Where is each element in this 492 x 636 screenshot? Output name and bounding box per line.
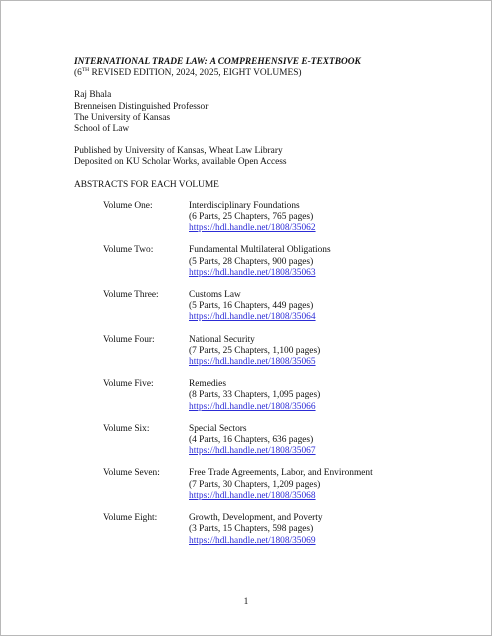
deposited-note: Deposited on KU Scholar Works, available Open Access — [74, 157, 287, 168]
volume-details: (8 Parts, 33 Chapters, 1,095 pages) — [189, 390, 321, 401]
volume-link[interactable]: https://hdl.handle.net/1808/35068 — [189, 490, 316, 501]
volume-info — [189, 201, 454, 235]
volume-link[interactable]: https://hdl.handle.net/1808/35066 — [189, 401, 316, 412]
volume-entry — [103, 379, 454, 413]
spacer — [74, 79, 454, 90]
spacer — [74, 135, 454, 146]
volume-entry — [103, 335, 454, 369]
volume-info — [189, 513, 454, 547]
volume-title: Fundamental Multilateral Obligations — [189, 245, 331, 256]
volume-title: Customs Law — [189, 290, 241, 301]
volume-entry — [103, 245, 454, 279]
volume-info — [189, 335, 454, 369]
volume-link[interactable]: https://hdl.handle.net/1808/35062 — [189, 223, 316, 234]
volume-title: Free Trade Agreements, Labor, and Environment — [189, 468, 373, 479]
volume-details: (5 Parts, 16 Chapters, 449 pages) — [189, 301, 314, 312]
volume-link[interactable]: https://hdl.handle.net/1808/35064 — [189, 312, 316, 323]
author-position: Brenneisen Distinguished Professor — [74, 101, 209, 112]
spacer — [74, 169, 454, 180]
volume-entry — [103, 424, 454, 458]
volume-label: Volume Seven: — [103, 468, 160, 479]
volume-label: Volume Two: — [103, 245, 154, 256]
volume-info — [189, 379, 454, 413]
volume-entry — [103, 290, 454, 324]
volume-details: (7 Parts, 30 Chapters, 1,209 pages) — [189, 479, 321, 490]
volume-link[interactable]: https://hdl.handle.net/1808/35063 — [189, 267, 316, 278]
volume-label: Volume Five: — [103, 379, 154, 390]
volume-link[interactable]: https://hdl.handle.net/1808/35067 — [189, 446, 316, 457]
volume-label: Volume Six: — [103, 423, 150, 434]
volume-link[interactable]: https://hdl.handle.net/1808/35069 — [189, 535, 316, 546]
author-name: Raj Bhala — [74, 90, 112, 101]
volume-label: Volume Four: — [103, 334, 155, 345]
volume-details: (7 Parts, 25 Chapters, 1,100 pages) — [189, 345, 321, 356]
volume-details: (3 Parts, 15 Chapters, 598 pages) — [189, 524, 314, 535]
volume-info — [189, 424, 454, 458]
edition-rest: REVISED EDITION, 2024, 2025, EIGHT VOLUMES) — [89, 68, 302, 79]
volume-title: Growth, Development, and Poverty — [189, 513, 323, 524]
volume-details: (4 Parts, 16 Chapters, 636 pages) — [189, 435, 314, 446]
volume-info — [189, 290, 454, 324]
volume-label: Volume Eight: — [103, 513, 158, 524]
author-university: The University of Kansas — [74, 112, 171, 123]
volume-entry — [103, 201, 454, 235]
volume-entry — [103, 513, 454, 547]
edition-superscript: TH — [81, 67, 90, 74]
spacer — [74, 191, 454, 201]
volume-details: (6 Parts, 25 Chapters, 765 pages) — [189, 212, 314, 223]
volume-info — [189, 468, 454, 502]
volume-label: Volume Three: — [103, 290, 159, 301]
page-number: 1 — [243, 597, 249, 607]
volume-title: Remedies — [189, 379, 226, 390]
volume-label: Volume One: — [103, 200, 153, 211]
volume-info — [189, 245, 454, 279]
document-body — [74, 57, 454, 558]
section-heading: ABSTRACTS FOR EACH VOLUME — [74, 179, 219, 190]
volume-title: Interdisciplinary Foundations — [189, 200, 300, 211]
volume-entry — [103, 468, 454, 502]
volume-details: (5 Parts, 28 Chapters, 900 pages) — [189, 256, 314, 267]
document-title: INTERNATIONAL TRADE LAW: A COMPREHENSIVE E-TEXTBOOK — [74, 57, 361, 67]
edition-line — [74, 68, 454, 79]
edition-prefix: (6 — [74, 68, 82, 79]
author-school: School of Law — [74, 124, 130, 135]
volume-link[interactable]: https://hdl.handle.net/1808/35065 — [189, 357, 316, 368]
published-by: Published by University of Kansas, Wheat Law Library — [74, 146, 283, 157]
volume-title: National Security — [189, 334, 255, 345]
volume-title: Special Sectors — [189, 423, 247, 434]
